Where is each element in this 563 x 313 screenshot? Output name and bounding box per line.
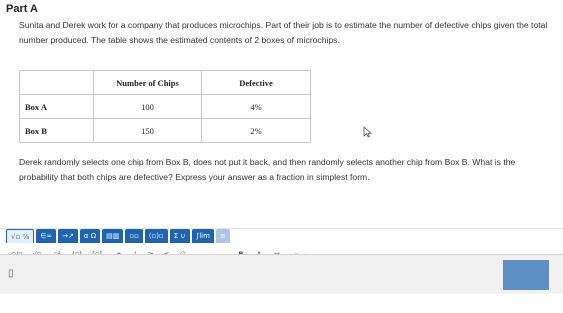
problem-text: Sunita and Derek work for a company that produces microchips. Part of their job is to estimate the number of defective chips given the total number produced. The table shows the estimated contents of 2 boxes of microchips. — [19, 20, 548, 45]
tab-more[interactable]: ≡ — [216, 229, 230, 243]
mouse-pointer-icon — [362, 126, 374, 138]
tab-sets-infinity[interactable]: ∈∞ — [36, 229, 56, 243]
tab-fractions-roots[interactable]: √▫ ⅞ — [6, 229, 34, 243]
table-row — [20, 119, 311, 143]
table-row — [20, 95, 311, 119]
table-header-empty — [20, 71, 94, 95]
table-header-defective: Defective — [202, 71, 311, 95]
answer-editor[interactable] — [0, 254, 563, 294]
editor-scroll-handle[interactable] — [503, 260, 549, 290]
tab-arrows[interactable]: →↗ — [58, 229, 78, 243]
cell-defective: 2% — [202, 119, 311, 143]
question-text: Derek randomly selects one chip from Box B, does not put it back, and then randomly selects another chip from Box B. What is the probability that both chips are defective? Express your answer as a fraction in simplest form. — [19, 157, 516, 182]
table-header-row — [20, 71, 311, 95]
cell-chips: 150 — [94, 119, 202, 143]
tab-greek[interactable]: α Ω — [80, 229, 100, 243]
cell-defective: 4% — [202, 95, 311, 119]
table-header-chips: Number of Chips — [94, 71, 202, 95]
tab-matrices[interactable]: ▤▥ — [102, 229, 123, 243]
part-label: Part A — [6, 3, 38, 15]
chips-table — [19, 70, 311, 143]
tab-calculus[interactable]: ∫lim — [192, 229, 214, 243]
editor-caret: ▯ — [8, 268, 14, 279]
row-label: Box B — [20, 119, 94, 143]
tab-scripts[interactable]: ▫▫ — [125, 229, 143, 243]
toolbar-tabs — [6, 229, 232, 243]
cell-chips: 100 — [94, 95, 202, 119]
tab-sums-unions[interactable]: Σ ∪ — [170, 229, 190, 243]
tab-brackets[interactable]: (▫)▫ — [145, 229, 168, 243]
row-label: Box A — [20, 95, 94, 119]
